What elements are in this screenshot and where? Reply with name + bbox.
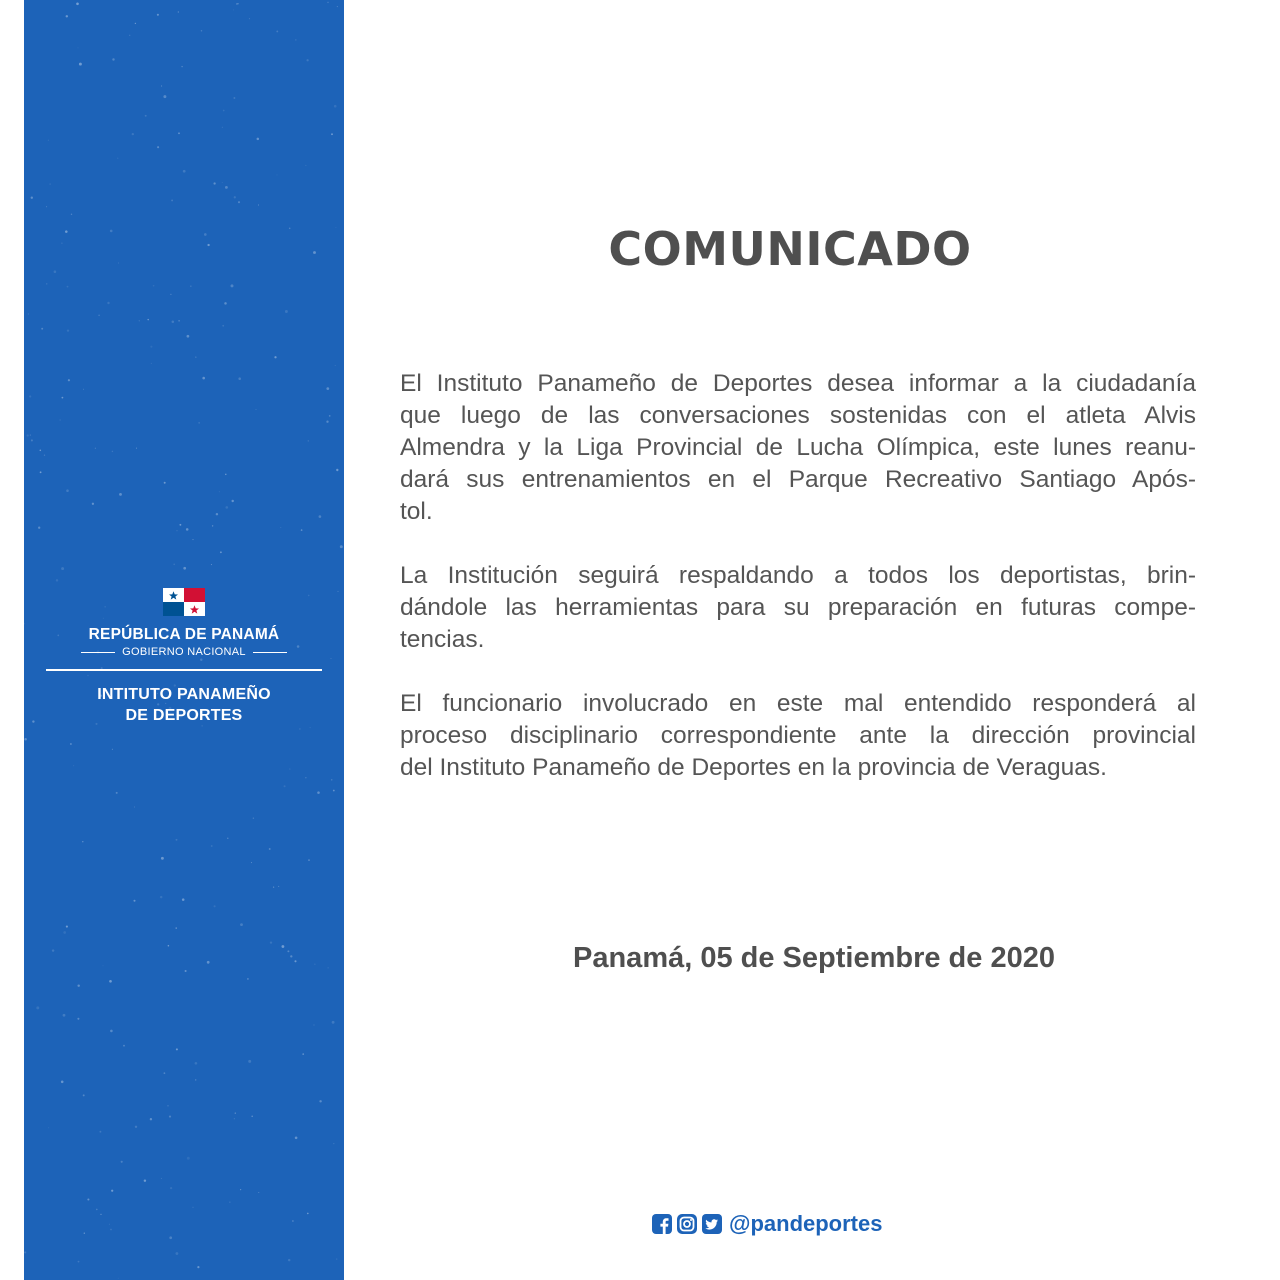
- speckle-dot: [28, 313, 29, 314]
- speckle-dot: [56, 579, 58, 581]
- speckle-dot: [111, 1190, 113, 1192]
- speckle-dot: [207, 961, 210, 964]
- speckle-dot: [119, 493, 122, 496]
- speckle-dot: [83, 1094, 85, 1096]
- speckle-dot: [326, 387, 329, 390]
- speckle-dot: [290, 955, 292, 957]
- speckle-dot: [247, 978, 249, 980]
- speckle-dot: [83, 389, 84, 390]
- speckle-dot: [223, 110, 225, 112]
- speckle-dot: [168, 945, 170, 947]
- speckle-dot: [102, 965, 103, 966]
- speckle-dot: [67, 286, 69, 288]
- speckle-dot: [96, 1209, 98, 1211]
- speckle-dot: [171, 199, 173, 201]
- speckle-dot: [213, 182, 215, 184]
- speckle-dot: [170, 294, 171, 295]
- speckle-dot: [48, 140, 49, 141]
- speckle-dot: [314, 1025, 315, 1026]
- speckle-dot: [63, 1014, 66, 1017]
- speckle-dot: [308, 859, 310, 861]
- speckle-dot: [220, 551, 222, 553]
- speckle-dot: [222, 182, 223, 183]
- speckle-dot: [161, 1178, 162, 1179]
- speckle-dot: [153, 285, 155, 287]
- speckle-dot: [199, 422, 200, 423]
- speckle-dot: [186, 528, 189, 531]
- paragraph-2-line-3: tencias.: [400, 626, 485, 653]
- speckle-dot: [234, 196, 236, 198]
- speckle-dot: [67, 329, 69, 331]
- speckle-dot: [110, 230, 113, 233]
- institution-name: [24, 684, 344, 726]
- speckle-dot: [66, 926, 68, 928]
- speckle-dot: [289, 228, 291, 230]
- speckle-dot: [161, 85, 162, 86]
- speckle-dot: [294, 960, 296, 962]
- speckle-dot: [288, 1259, 290, 1261]
- paragraph-2: [400, 560, 1196, 656]
- speckle-dot: [77, 984, 79, 986]
- speckle-dot: [161, 857, 164, 860]
- speckle-dot: [31, 197, 33, 199]
- speckle-dot: [92, 503, 94, 505]
- speckle-dot: [133, 900, 135, 902]
- speckle-dot: [314, 964, 315, 965]
- sidebar-panel: [24, 0, 344, 1280]
- speckle-dot: [29, 395, 31, 397]
- paragraph-1-line-5: tol.: [400, 498, 433, 525]
- paragraph-1-line-2: que luego de las conversaciones sostenidas con el atleta Alvis: [400, 402, 1196, 429]
- speckle-dot: [178, 132, 180, 134]
- speckle-dot: [27, 434, 29, 436]
- speckle-dot: [70, 743, 72, 745]
- speckle-dot: [40, 471, 42, 473]
- paragraph-1-line-1: El Instituto Panameño de Deportes desea informar a la ciudadanía: [400, 370, 1196, 397]
- speckle-dot: [157, 14, 159, 16]
- paragraph-3-line-3: del Instituto Panameño de Deportes en la provincia de Veraguas.: [400, 754, 1107, 781]
- speckle-dot: [87, 1198, 89, 1200]
- speckle-dot: [63, 931, 66, 934]
- speckle-dot: [305, 777, 306, 778]
- speckle-dot: [65, 230, 68, 233]
- paragraph-2-line-1: La Institución seguirá respaldando a todos los deportistas, brin-: [400, 562, 1196, 589]
- speckle-dot: [61, 1081, 64, 1084]
- speckle-dot: [151, 363, 152, 364]
- speckle-dot: [305, 165, 306, 166]
- speckle-dot: [270, 941, 272, 943]
- speckle-dot: [52, 949, 54, 951]
- speckle-dot: [336, 1258, 337, 1259]
- speckle-dot: [225, 506, 228, 509]
- panama-flag-icon: [163, 588, 205, 616]
- speckle-dot: [211, 845, 213, 847]
- speckle-dot: [109, 1224, 110, 1225]
- speckle-dot: [317, 791, 320, 794]
- speckle-dot: [123, 1045, 125, 1047]
- government-title: REPÚBLICA DE PANAMÁ: [88, 626, 280, 643]
- speckle-dot: [340, 545, 343, 548]
- speckle-dot: [176, 927, 177, 928]
- speckle-dot: [76, 2, 79, 5]
- speckle-dot: [207, 244, 209, 246]
- paragraph-3-line-2: proceso disciplinario correspondiente ante la dirección provincial: [400, 722, 1196, 749]
- speckle-dot: [201, 30, 203, 32]
- speckle-dot: [240, 1189, 241, 1190]
- speckle-dot: [68, 379, 70, 381]
- speckle-dot: [224, 302, 227, 305]
- speckle-dot: [175, 1252, 178, 1255]
- speckle-dot: [183, 567, 186, 570]
- speckle-dot: [333, 1143, 334, 1144]
- speckle-dot: [276, 30, 278, 32]
- speckle-dot: [278, 886, 279, 887]
- speckle-dot: [289, 769, 290, 770]
- speckle-dot: [178, 320, 180, 322]
- speckle-dot: [211, 564, 212, 565]
- speckle-dot: [44, 455, 45, 456]
- social-links: [652, 1210, 882, 1238]
- speckle-dot: [190, 286, 191, 287]
- speckle-dot: [172, 320, 175, 323]
- speckle-dot: [193, 1207, 194, 1208]
- speckle-dot: [103, 618, 104, 619]
- speckle-dot: [313, 251, 316, 254]
- speckle-dot: [183, 170, 186, 173]
- speckle-dot: [212, 525, 213, 526]
- speckle-dot: [121, 1161, 123, 1163]
- speckle-dot: [256, 409, 257, 410]
- speckle-dot: [48, 1127, 49, 1128]
- speckle-dot: [98, 314, 100, 316]
- subtitle-dash-right: [253, 652, 287, 653]
- speckle-dot: [238, 377, 241, 380]
- speckle-dot: [274, 356, 276, 358]
- paragraph-1-line-3: Almendra y la Liga Provincial de Lucha Olímpica, este lunes reanu-: [400, 434, 1196, 461]
- speckle-dot: [132, 133, 134, 135]
- speckle-dot: [258, 204, 259, 205]
- speckle-dot: [236, 3, 238, 5]
- speckle-dot: [164, 482, 166, 484]
- paragraph-3: [400, 688, 1196, 784]
- speckle-dot: [225, 186, 228, 189]
- speckle-dot: [178, 11, 179, 12]
- speckle-dot: [60, 419, 61, 420]
- speckle-dot: [337, 6, 338, 7]
- speckle-dot: [134, 807, 135, 808]
- speckle-dot: [257, 138, 260, 141]
- speckle-dot: [216, 513, 218, 515]
- speckle-dot: [61, 567, 64, 570]
- sidebar-divider: [46, 669, 322, 671]
- speckle-dot: [107, 302, 109, 304]
- speckle-dot: [24, 1251, 26, 1253]
- speckle-dot: [150, 346, 152, 348]
- speckle-dot: [200, 659, 202, 661]
- speckle-dot: [118, 1278, 119, 1279]
- speckle-dot: [329, 415, 331, 417]
- speckle-dot: [112, 749, 113, 750]
- speckle-dot: [328, 967, 329, 968]
- speckle-dot: [78, 1261, 80, 1263]
- speckle-dot: [335, 227, 336, 228]
- speckle-dot: [231, 500, 233, 502]
- speckle-dot: [170, 1187, 172, 1189]
- speckle-dot: [31, 439, 33, 441]
- speckle-dot: [333, 790, 335, 792]
- speckle-dot: [135, 23, 136, 24]
- speckle-dot: [197, 1266, 199, 1268]
- speckle-dot: [238, 201, 240, 203]
- speckle-dot: [157, 146, 159, 148]
- speckle-dot: [54, 270, 57, 273]
- speckle-dot: [307, 1213, 309, 1215]
- speckle-dot: [251, 862, 252, 863]
- speckle-dot: [176, 839, 178, 841]
- speckle-dot: [160, 896, 162, 898]
- speckle-dot: [100, 1214, 101, 1215]
- speckle-dot: [167, 1105, 169, 1107]
- speckle-dot: [222, 325, 224, 327]
- speckle-dot: [163, 95, 166, 98]
- speckle-dot: [150, 1118, 152, 1120]
- speckle-dot: [147, 319, 148, 320]
- speckle-dot: [251, 1116, 253, 1118]
- speckle-dot: [319, 1100, 321, 1102]
- speckle-dot: [110, 1030, 113, 1033]
- speckle-dot: [71, 214, 72, 215]
- speckle-dot: [66, 489, 69, 492]
- speckle-dot: [118, 263, 119, 264]
- subtitle-dash-left: [81, 652, 115, 653]
- speckle-dot: [46, 283, 47, 284]
- speckle-dot: [99, 1131, 101, 1133]
- speckle-dot: [281, 945, 284, 948]
- government-subtitle: [24, 646, 344, 658]
- speckle-dot: [182, 898, 185, 901]
- speckle-dot: [112, 58, 114, 60]
- speckle-dot: [177, 530, 178, 531]
- speckle-dot: [336, 469, 338, 471]
- speckle-dot: [139, 320, 140, 321]
- speckle-dot: [195, 356, 197, 358]
- speckle-dot: [308, 595, 310, 597]
- speckle-dot: [24, 738, 27, 741]
- speckle-dot: [181, 66, 182, 67]
- speckle-dot: [46, 206, 47, 207]
- paragraph-3-line-1: El funcionario involucrado en este mal entendido responderá al: [400, 690, 1196, 717]
- speckle-dot: [273, 886, 274, 887]
- speckle-dot: [335, 365, 336, 366]
- speckle-dot: [145, 115, 147, 117]
- speckle-dot: [331, 658, 332, 659]
- speckle-dot: [187, 335, 190, 338]
- speckle-dot: [73, 765, 74, 766]
- institution-name-line2: DE DEPORTES: [125, 707, 243, 724]
- speckle-dot: [327, 2, 329, 4]
- statement-body: [400, 368, 1196, 816]
- speckle-dot: [295, 39, 296, 40]
- speckle-dot: [195, 1062, 198, 1065]
- speckle-dot: [253, 818, 254, 819]
- statement-date: Panamá, 05 de Septiembre de 2020: [573, 942, 1055, 974]
- speckle-dot: [302, 1053, 304, 1055]
- speckle-dot: [95, 448, 96, 449]
- speckle-dot: [338, 591, 339, 592]
- speckle-dot: [326, 421, 328, 423]
- speckle-dot: [280, 527, 281, 528]
- speckle-dot: [214, 905, 216, 907]
- speckle-dot: [310, 727, 311, 728]
- speckle-dot: [105, 606, 106, 607]
- institution-name-line1: INTITUTO PANAMEÑO: [97, 686, 271, 703]
- speckle-dot: [233, 97, 235, 99]
- speckle-dot: [204, 233, 207, 236]
- speckle-dot: [116, 792, 118, 794]
- speckle-dot: [319, 515, 322, 518]
- facebook-icon[interactable]: [652, 1214, 672, 1234]
- speckle-dot: [229, 1202, 230, 1203]
- speckle-dot: [258, 1192, 259, 1193]
- speckle-dot: [82, 841, 83, 842]
- speckle-dot: [234, 1118, 235, 1119]
- government-subtitle-text: GOBIERNO NACIONAL: [122, 646, 246, 658]
- speckle-dot: [38, 527, 40, 529]
- speckle-dot: [40, 450, 42, 452]
- speckle-dot: [41, 328, 43, 330]
- speckle-dot: [235, 1112, 236, 1113]
- speckle-dot: [36, 1006, 39, 1009]
- instagram-icon[interactable]: [677, 1214, 697, 1234]
- speckle-dot: [306, 59, 308, 61]
- speckle-dot: [62, 397, 64, 399]
- speckle-dot: [332, 1021, 335, 1024]
- speckle-dot: [225, 474, 226, 475]
- speckle-dot: [269, 848, 271, 850]
- speckle-dot: [276, 174, 277, 175]
- speckle-dot: [79, 63, 82, 66]
- speckle-dot: [292, 1220, 294, 1222]
- speckle-dot: [195, 1079, 196, 1080]
- speckle-dot: [109, 980, 112, 983]
- speckle-dot: [77, 1018, 79, 1020]
- speckle-dot: [135, 1126, 137, 1128]
- speckle-dot: [30, 435, 31, 436]
- speckle-dot: [284, 785, 286, 787]
- speckle-dot: [240, 923, 243, 926]
- speckle-dot: [173, 563, 175, 565]
- twitter-icon[interactable]: [702, 1214, 722, 1234]
- speckle-dot: [308, 440, 309, 441]
- speckle-dot: [227, 838, 228, 839]
- speckle-dot: [187, 1157, 190, 1160]
- speckle-dot: [222, 127, 223, 128]
- social-handle[interactable]: @pandeportes: [729, 1211, 883, 1236]
- speckle-dot: [299, 728, 300, 729]
- speckle-dot: [66, 15, 68, 17]
- speckle-dot: [112, 451, 114, 453]
- speckle-dot: [334, 105, 337, 108]
- speckle-dot: [117, 158, 118, 159]
- speckle-dot: [144, 1179, 146, 1181]
- paragraph-2-line-2: dándole las herramientas para su preparación en futuras compe-: [400, 594, 1196, 621]
- speckle-dot: [231, 284, 234, 287]
- speckle-dot: [202, 377, 205, 380]
- speckle-dot: [87, 675, 89, 677]
- speckle-dot: [110, 1229, 112, 1231]
- speckle-dot: [179, 524, 181, 526]
- speckle-dot: [287, 950, 289, 952]
- speckle-dot: [129, 35, 130, 36]
- paragraph-1-line-4: dará sus entrenamientos en el Parque Recreativo Santiago Após-: [400, 466, 1196, 493]
- speckle-dot: [50, 184, 51, 185]
- speckle-dot: [61, 242, 62, 243]
- speckle-dot: [136, 448, 137, 449]
- speckle-dot: [249, 18, 250, 19]
- speckle-dot: [301, 529, 303, 531]
- speckle-dot: [331, 779, 333, 781]
- speckle-dot: [219, 491, 220, 492]
- speckle-dot: [285, 310, 288, 313]
- speckle-dot: [164, 1072, 166, 1074]
- speckle-dot: [185, 970, 187, 972]
- speckle-dot: [84, 1233, 85, 1234]
- page-title: COMUNICADO: [608, 222, 972, 276]
- speckle-dot: [169, 1116, 171, 1118]
- speckle-dot: [192, 539, 193, 540]
- speckle-dot: [248, 1060, 251, 1063]
- speckle-dot: [331, 133, 333, 135]
- speckle-dot: [176, 1048, 178, 1050]
- paragraph-1: [400, 368, 1196, 528]
- speckle-dot: [169, 1236, 172, 1239]
- speckle-dot: [295, 1137, 298, 1140]
- speckle-dot: [24, 623, 25, 625]
- speckle-dot: [78, 47, 79, 48]
- speckle-dot: [233, 9, 234, 10]
